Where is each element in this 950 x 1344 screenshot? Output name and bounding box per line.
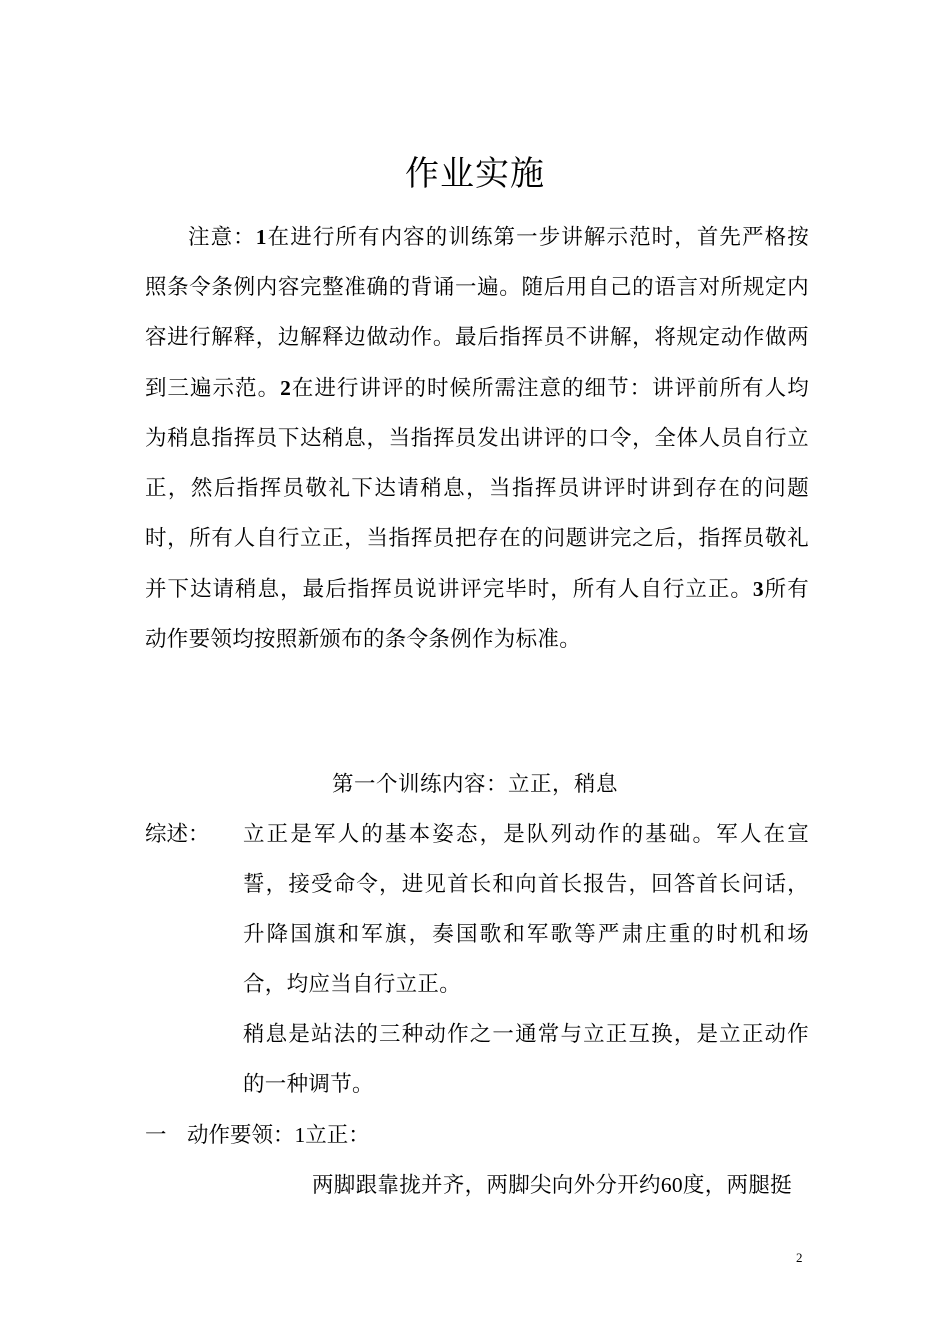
- standing-text-end: 度，两腿挺: [682, 1173, 792, 1198]
- notice-paragraph: [145, 212, 809, 665]
- notice-item1-number: 1: [255, 225, 267, 249]
- summary-paragraph-standing: 立正是军人的基本姿态，是队列动作的基础。军人在宣誓，接受命令，进见首长和向首长报告，回答首长问话，升降国旗和军旗，奏国歌和军歌等严肃庄重的时机和场合，均应当自行立正。: [243, 822, 809, 997]
- notice-label: 注意：: [188, 225, 256, 250]
- summary-paragraph-at-ease: 稍息是站法的三种动作之一通常与立正互换，是立正动作的一种调节。: [243, 1022, 809, 1097]
- action-section-number: 一: [145, 1123, 167, 1148]
- standing-angle-value: 60: [660, 1173, 683, 1197]
- page-title: 作业实施: [405, 154, 545, 194]
- action-sub-label: 立正：: [305, 1123, 370, 1148]
- summary-label: 综述：: [145, 822, 210, 847]
- notice-item3-number: 3: [752, 577, 764, 601]
- action-label: 动作要领：: [187, 1123, 295, 1148]
- action-sub-number: 1: [294, 1123, 306, 1147]
- notice-item1-text: 在进行所有内容的训练第一步讲解示范时，首先严格按照条令条例内容完整准确的背诵一遍。随后用自己的语言对所规定内容进行解释，边解释边做动作。最后指挥员不讲解，将规定动作做两到三遍示范。: [145, 225, 810, 401]
- notice-item2-number: 2: [280, 376, 292, 400]
- standing-text-start: 两脚跟靠拢并齐，两脚尖向外分开约: [312, 1173, 661, 1198]
- standing-description: [312, 1160, 809, 1211]
- notice-item2-text: 在进行讲评的时候所需注意的细节：讲评前所有人均为稍息指挥员下达稍息，当指挥员发出讲评的口令，全体人员自行立正，然后指挥员敬礼下达请稍息，当指挥员讲评时讲到存在的问题时，所有人自行立正，当指挥员把存在的问题讲完之后，指挥员敬礼并下达请稍息，最后指挥员说讲评完毕时，所有人自行立正。: [145, 376, 809, 602]
- section-title: 第一个训练内容：立正，稍息: [331, 772, 618, 797]
- action-essentials-heading: [145, 1110, 370, 1161]
- notice-item3-text: 所有动作要领均按照新颁布的条令条例作为标准。: [145, 577, 809, 652]
- page-number: 2: [796, 1250, 803, 1265]
